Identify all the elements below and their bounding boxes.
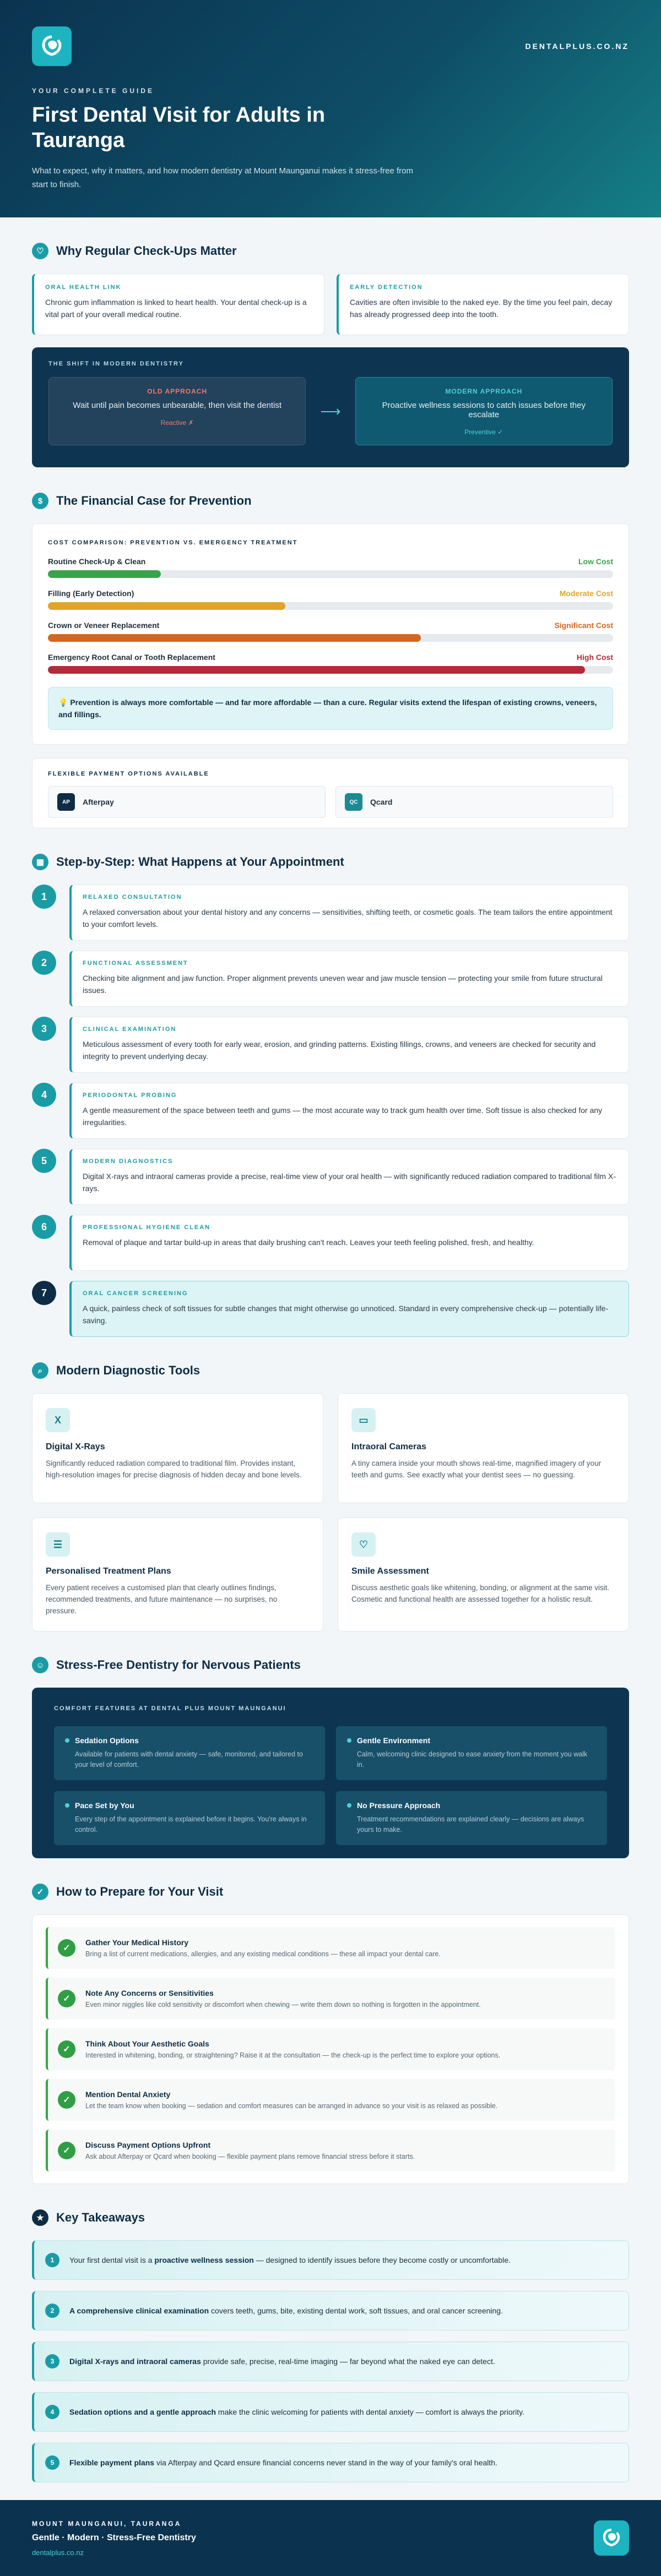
step-card: [69, 1149, 629, 1205]
prepare-text: Ask about Afterpay or Qcard when booking — flexible payment plans remove financial stress before it starts.: [85, 2153, 415, 2160]
takeaway-number: 5: [45, 2455, 59, 2470]
comfort-title-text: Sedation Options: [75, 1736, 139, 1745]
prepare-text: Interested in whitening, bonding, or straightening? Raise it at the consultation — the check-up is the perfect time to explore your options.: [85, 2051, 501, 2059]
comfort-title-text: Gentle Environment: [357, 1736, 431, 1745]
card-label: ORAL HEALTH LINK: [45, 284, 122, 291]
takeaway-bold: Flexible payment plans: [69, 2458, 155, 2467]
modern-approach-title: MODERN APPROACH: [445, 388, 523, 395]
step-label: ORAL CANCER SCREENING: [83, 1290, 188, 1297]
checklist-icon: ✓: [32, 1884, 48, 1900]
tool-text: Discuss aesthetic goals like whitening, bonding, or alignment at the same visit. Cosmetic and functional health are assessed together for a holistic result.: [351, 1584, 610, 1603]
dollar-icon: $: [32, 493, 48, 509]
prepare-item: [46, 2079, 615, 2121]
step-number: 4: [32, 1083, 56, 1107]
step-text: Digital X-rays and intraoral cameras provide a precise, real-time view of your oral health — with significantly reduced radiation compared to traditional film X-rays.: [83, 1172, 616, 1193]
modern-approach-badge: Preventive ✓: [464, 428, 503, 436]
comfort-title: [347, 1736, 596, 1745]
takeaway-text: [69, 2458, 497, 2467]
shift-label: THE SHIFT IN MODERN DENTISTRY: [48, 361, 184, 367]
prepare-text-block: [85, 1989, 481, 2009]
comfort-title: [65, 1736, 314, 1745]
step-label: FUNCTIONAL ASSESSMENT: [83, 960, 188, 967]
section-title: How to Prepare for Your Visit: [56, 1885, 224, 1898]
check-icon: ✓: [58, 2142, 75, 2159]
comfort-panel: [32, 1688, 629, 1858]
step-card: [69, 1017, 629, 1073]
cost-bar-fill: [48, 570, 161, 578]
check-icon: ✓: [58, 1990, 75, 2007]
prepare-title: Think About Your Aesthetic Goals: [85, 2039, 209, 2048]
check-icon: ✓: [58, 2091, 75, 2109]
cost-bar-tag: High Cost: [576, 653, 613, 662]
section-takeaways: [32, 2209, 629, 2226]
qcard-badge-icon: QC: [345, 793, 362, 811]
cost-label: COST COMPARISON: PREVENTION VS. EMERGENCY TREATMENT: [48, 539, 298, 546]
cost-comparison-card: [32, 523, 629, 745]
step-item: [32, 1149, 629, 1205]
cost-bar-fill: [48, 634, 421, 642]
takeaway-post: — designed to identify issues before they become costly or uncomfortable.: [253, 2256, 511, 2264]
afterpay-badge-icon: AP: [57, 793, 75, 811]
step-label: MODERN DIAGNOSTICS: [83, 1158, 174, 1165]
step-item: [32, 1083, 629, 1139]
comfort-text: Treatment recommendations are explained clearly — decisions are always yours to make.: [357, 1815, 584, 1833]
section-steps: [32, 854, 629, 870]
step-label: PERIODONTAL PROBING: [83, 1092, 177, 1099]
xray-icon: X: [46, 1408, 70, 1432]
cost-bar-row: [48, 621, 613, 642]
prepare-text: Bring a list of current medications, allergies, and any existing medical conditions — these all impact your dental care.: [85, 1950, 441, 1958]
info-card: [337, 274, 629, 335]
prepare-text-block: [85, 2039, 500, 2059]
cost-bar-row: [48, 589, 613, 610]
step-text: A relaxed conversation about your dental history and any concerns — sensitivities, shifting teeth, or cosmetic goals. The team tailors the entire appointment to your comfort levels.: [83, 908, 613, 929]
step-item: [32, 1017, 629, 1073]
card-text: Chronic gum inflammation is linked to heart health. Your dental check-up is a vital part of your overall medical routine.: [45, 298, 307, 319]
step-number: 6: [32, 1215, 56, 1239]
star-icon: ★: [32, 2209, 48, 2226]
prepare-text: Let the team know when booking — sedation and comfort measures can be arranged in advance so your visit is as relaxed as possible.: [85, 2102, 498, 2110]
tool-text: Every patient receives a customised plan that clearly outlines findings, recommended treatments, and future maintenance — no surprises, no pressure.: [46, 1584, 278, 1615]
old-approach-card: [48, 377, 306, 445]
takeaway-item: [32, 2342, 629, 2381]
footer-tagline: Gentle · Modern · Stress-Free Dentistry: [32, 2533, 196, 2542]
step-card: [69, 1215, 629, 1271]
section-why: [32, 243, 629, 259]
heart-icon: ♡: [32, 243, 48, 259]
payment-option-qcard[interactable]: [335, 786, 613, 818]
step-item: [32, 1281, 629, 1337]
step-label: CLINICAL EXAMINATION: [83, 1026, 177, 1033]
cost-bar-tag: Significant Cost: [554, 621, 613, 630]
step-card: [69, 951, 629, 1007]
takeaway-bold: Digital X-rays and intraoral cameras: [69, 2357, 201, 2366]
old-approach-badge: Reactive ✗: [160, 419, 194, 427]
comfort-item: [54, 1726, 325, 1780]
takeaway-text: [69, 2256, 511, 2264]
hero: [0, 0, 661, 217]
card-text: Cavities are often invisible to the naked eye. By the time you feel pain, decay has already progressed deep into the tooth.: [350, 298, 613, 319]
step-number: 2: [32, 951, 56, 975]
page-title: First Dental Visit for Adults in Tauranga: [32, 103, 326, 152]
section-title: Step-by-Step: What Happens at Your Appointment: [56, 855, 344, 869]
bullet-icon: [347, 1803, 351, 1808]
comfort-title: [65, 1801, 314, 1810]
footer-location: MOUNT MAUNGANUI, TAURANGA: [32, 2519, 182, 2528]
cost-bar-track: [48, 602, 613, 610]
cost-bar-name: Emergency Root Canal or Tooth Replacement: [48, 653, 215, 662]
tool-title: Personalised Treatment Plans: [46, 1567, 171, 1576]
comfort-item: [54, 1791, 325, 1845]
section-title: The Financial Case for Prevention: [56, 494, 252, 507]
section-title: Modern Diagnostic Tools: [56, 1363, 201, 1377]
tool-title: Digital X-Rays: [46, 1442, 105, 1451]
takeaway-item: [32, 2392, 629, 2432]
tool-text: Significantly reduced radiation compared to traditional film. Provides instant, high-resolution images for precise diagnosis of hidden decay and bone levels.: [46, 1459, 302, 1479]
calendar-icon: ▦: [32, 854, 48, 870]
takeaway-number: 1: [45, 2253, 59, 2267]
cost-bar-track: [48, 570, 613, 578]
comfort-label: COMFORT FEATURES AT DENTAL PLUS MOUNT MAUNGANUI: [54, 1705, 286, 1712]
comfort-item: [336, 1791, 607, 1845]
tool-title: Intraoral Cameras: [351, 1442, 427, 1451]
old-approach-desc: Wait until pain becomes unbearable, then visit the dentist: [73, 401, 282, 410]
cost-bar-header: [48, 621, 613, 630]
camera-icon: ▭: [351, 1408, 376, 1432]
takeaway-pre: Your first dental visit is a: [69, 2256, 155, 2264]
cost-bar-tag: Moderate Cost: [559, 589, 613, 598]
prepare-item: [46, 1927, 615, 1969]
shift-panel: [32, 347, 629, 467]
comfort-text: Available for patients with dental anxiety — safe, monitored, and tailored to your level of comfort.: [75, 1750, 303, 1769]
comfort-title: [347, 1801, 596, 1810]
footer-link[interactable]: dentalplus.co.nz: [32, 2548, 84, 2557]
tooth-logo-icon[interactable]: [32, 26, 72, 66]
prepare-title: Note Any Concerns or Sensitivities: [85, 1989, 214, 1998]
old-approach-title: OLD APPROACH: [147, 388, 208, 395]
prepare-text-block: [85, 1938, 441, 1958]
cost-bar-row: [48, 653, 613, 674]
step-number: 7: [32, 1281, 56, 1305]
tool-card: [338, 1518, 629, 1631]
takeaway-number: 2: [45, 2304, 59, 2318]
prepare-item: [46, 2130, 615, 2171]
site-url[interactable]: DENTALPLUS.CO.NZ: [525, 42, 629, 51]
tool-text: A tiny camera inside your mouth shows real-time, magnified imagery of your teeth and gums. See exactly what your dentist sees — no guessing.: [351, 1459, 602, 1479]
section-title: Stress-Free Dentistry for Nervous Patients: [56, 1658, 301, 1672]
takeaway-post: via Afterpay and Qcard ensure financial concerns never stand in the way of your family's oral health.: [154, 2458, 497, 2467]
cost-bar-row: [48, 557, 613, 578]
step-text: Meticulous assessment of every tooth for early wear, erosion, and grinding patterns. Existing fillings, crowns, and veneers are checked for security and integrity to prevent underlying decay.: [83, 1040, 596, 1061]
cost-bar-header: [48, 653, 613, 662]
payment-option-afterpay[interactable]: [48, 786, 326, 818]
takeaway-bold: proactive wellness session: [154, 2256, 254, 2264]
prepare-card: [32, 1914, 629, 2184]
takeaway-item: [32, 2240, 629, 2280]
step-card: [69, 1083, 629, 1139]
step-item: [32, 1215, 629, 1271]
cost-bar-tag: Low Cost: [578, 557, 613, 566]
check-icon: ✓: [58, 2040, 75, 2058]
arrow-right-icon: ⟶: [320, 402, 341, 419]
takeaway-number: 3: [45, 2354, 59, 2368]
step-item: [32, 885, 629, 941]
section-tools: [32, 1362, 629, 1379]
cost-bar-fill: [48, 666, 585, 674]
payment-options-card: [32, 758, 629, 828]
step-number: 3: [32, 1017, 56, 1041]
cost-bar-name: Crown or Veneer Replacement: [48, 621, 160, 630]
cost-bar-fill: [48, 602, 285, 610]
takeaway-number: 4: [45, 2405, 59, 2419]
step-label: RELAXED CONSULTATION: [83, 894, 182, 900]
step-text: Removal of plaque and tartar build-up in areas that daily brushing can't reach. Leaves your teeth feeling polished, fresh, and healthy.: [83, 1238, 534, 1247]
prevention-note: 💡 Prevention is always more comfortable — and far more affordable — than a cure. Regular visits extend the lifespan of existing crowns, veneers, and fillings.: [48, 687, 613, 730]
prepare-title: Mention Dental Anxiety: [85, 2090, 171, 2099]
takeaway-text: [69, 2306, 503, 2315]
prepare-text-block: [85, 2141, 415, 2160]
takeaway-text: [69, 2408, 524, 2416]
takeaway-bold: A comprehensive clinical examination: [69, 2306, 209, 2315]
payment-name: Afterpay: [83, 798, 114, 806]
step-item: [32, 951, 629, 1007]
comfort-item: [336, 1726, 607, 1780]
tool-card: [32, 1518, 323, 1631]
payment-name: Qcard: [370, 798, 393, 806]
comfort-text: Calm, welcoming clinic designed to ease anxiety from the moment you walk in.: [357, 1750, 588, 1769]
step-text: Checking bite alignment and jaw function. Proper alignment prevents uneven wear and jaw muscle tension — protecting your smile from future structural issues.: [83, 974, 603, 995]
modern-approach-card: [355, 377, 613, 445]
bullet-icon: [65, 1803, 69, 1808]
cost-bar-name: Filling (Early Detection): [48, 589, 134, 598]
cost-bar-header: [48, 589, 613, 598]
cost-bar-header: [48, 557, 613, 566]
tool-card: [32, 1393, 323, 1503]
takeaway-post: provide safe, precise, real-time imaging — far beyond what the naked eye can detect.: [201, 2357, 495, 2366]
comfort-title-text: No Pressure Approach: [357, 1801, 441, 1810]
section-finance: [32, 493, 629, 509]
takeaway-text: [69, 2357, 495, 2366]
takeaway-post: covers teeth, gums, bite, existing dental work, soft tissues, and oral cancer screening.: [209, 2306, 503, 2315]
takeaway-item: [32, 2291, 629, 2331]
hero-eyebrow: YOUR COMPLETE GUIDE: [32, 87, 155, 95]
prepare-text: Even minor niggles like cold sensitivity or discomfort when chewing — write them down so nothing is forgotten in the appointment.: [85, 2001, 481, 2009]
prepare-title: Gather Your Medical History: [85, 1938, 188, 1947]
hero-subtitle: What to expect, why it matters, and how modern dentistry at Mount Maunganui makes it stress-free from start to finish.: [32, 166, 413, 189]
prepare-item: [46, 1978, 615, 2020]
takeaway-bold: Sedation options and a gentle approach: [69, 2408, 216, 2416]
bullet-icon: [347, 1738, 351, 1743]
takeaway-post: make the clinic welcoming for patients with dental anxiety — comfort is always the priority.: [216, 2408, 524, 2416]
tool-title: Smile Assessment: [351, 1567, 429, 1576]
cost-bar-track: [48, 666, 613, 674]
payment-label: FLEXIBLE PAYMENT OPTIONS AVAILABLE: [48, 771, 209, 777]
prepare-text-block: [85, 2090, 497, 2110]
bullet-icon: [65, 1738, 69, 1743]
prepare-title: Discuss Payment Options Upfront: [85, 2141, 211, 2149]
smile-icon: ☺: [32, 1657, 48, 1673]
cost-bar-name: Routine Check-Up & Clean: [48, 557, 146, 566]
cost-bar-track: [48, 634, 613, 642]
check-icon: ✓: [58, 1939, 75, 1957]
step-card: [69, 885, 629, 941]
prepare-item: [46, 2028, 615, 2070]
step-label: PROFESSIONAL HYGIENE CLEAN: [83, 1224, 211, 1231]
comfort-text: Every step of the appointment is explained before it begins. You're always in control.: [75, 1815, 307, 1833]
step-card: [69, 1281, 629, 1337]
step-text: A gentle measurement of the space between teeth and gums — the most accurate way to track gum health over time. Soft tissue is also checked for any irregularities.: [83, 1106, 603, 1127]
tool-card: [338, 1393, 629, 1503]
search-icon: ⌕: [32, 1362, 48, 1379]
card-label: EARLY DETECTION: [350, 284, 423, 291]
document-icon: ☰: [46, 1532, 70, 1557]
comfort-title-text: Pace Set by You: [75, 1801, 134, 1810]
section-title: Why Regular Check-Ups Matter: [56, 244, 237, 258]
tooth-logo-icon[interactable]: [594, 2520, 629, 2556]
takeaway-item: [32, 2443, 629, 2482]
step-text: A quick, painless check of soft tissues for subtle changes that might otherwise go unnoticed. Standard in every comprehensive check-up — potentially life-saving.: [83, 1304, 609, 1325]
step-number: 5: [32, 1149, 56, 1173]
section-nervous: [32, 1657, 629, 1673]
heart-icon: ♡: [351, 1532, 376, 1557]
section-prepare: [32, 1884, 629, 1900]
modern-approach-desc: Proactive wellness sessions to catch issues before they escalate: [382, 401, 586, 419]
info-card: [32, 274, 324, 335]
section-title: Key Takeaways: [56, 2211, 145, 2224]
step-number: 1: [32, 885, 56, 909]
footer: [0, 2500, 661, 2576]
